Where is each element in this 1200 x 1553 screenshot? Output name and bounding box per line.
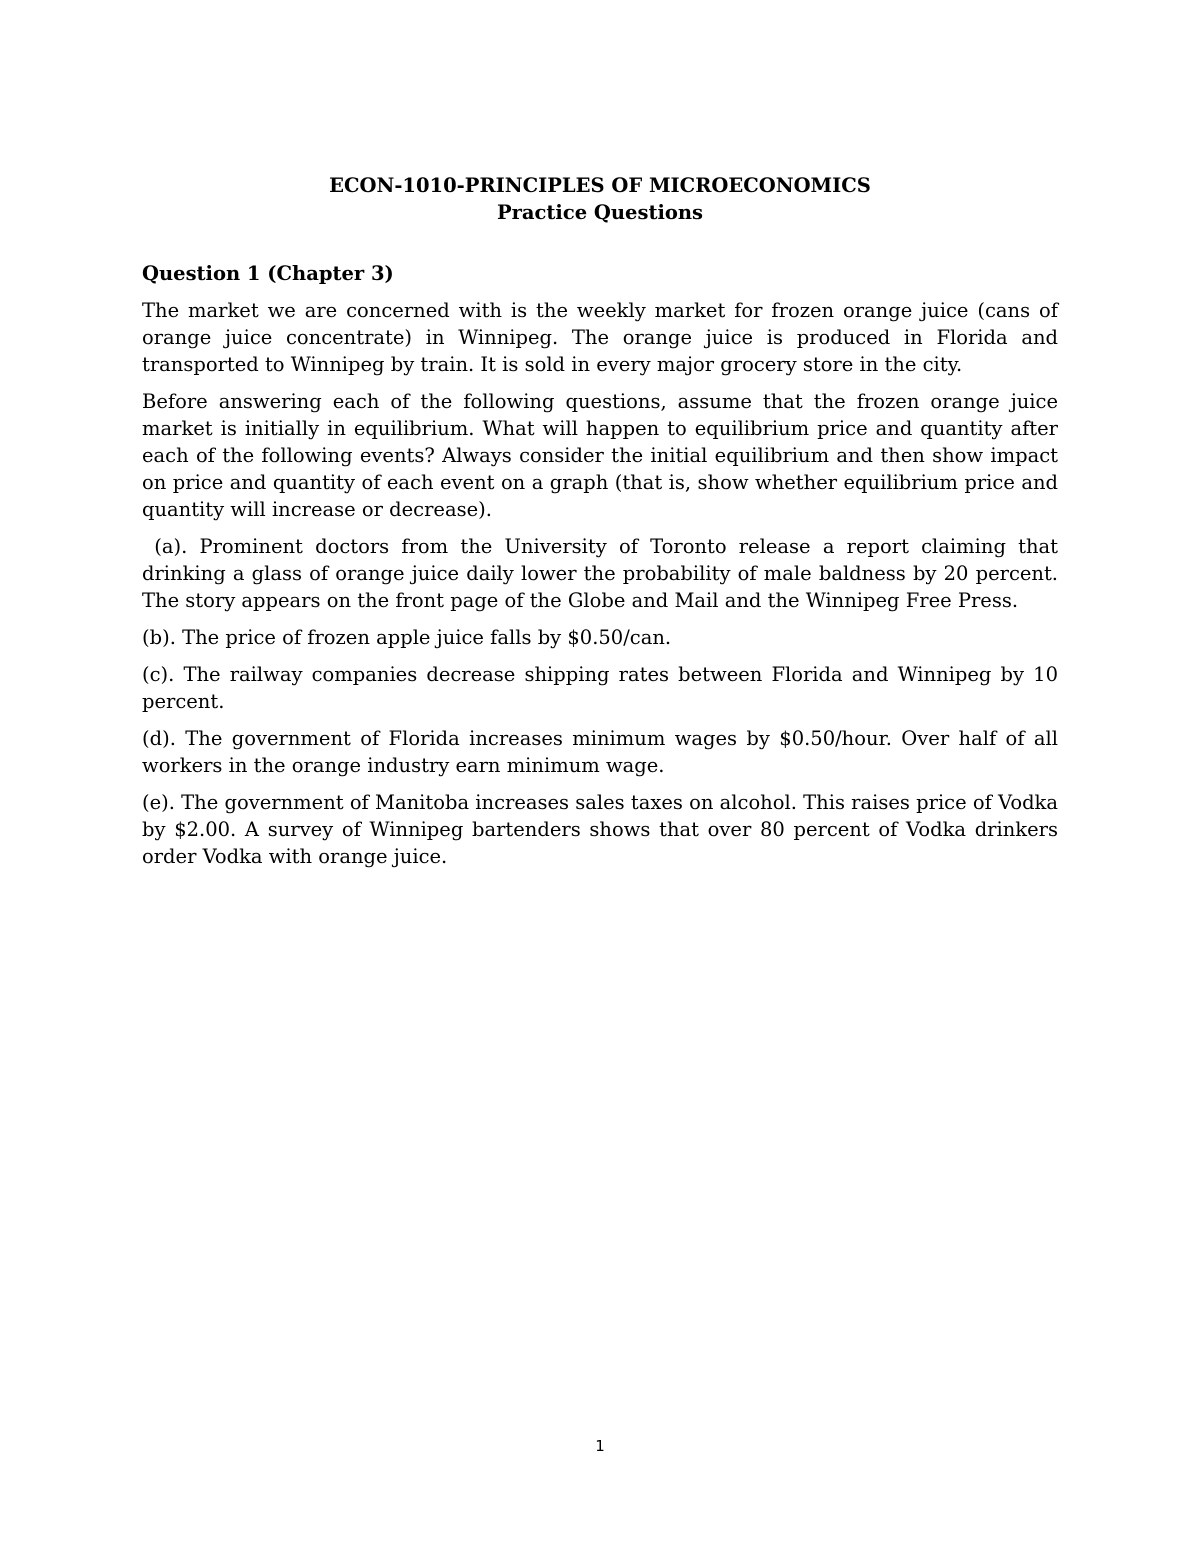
instructions-paragraph: Before answering each of the following questions, assume that the frozen orange juice market is initially in equilibrium. What will happen to equilibrium price and quantity after each of the following events? Always consider the initial equilibrium and then show impact on price and quantity of each event on a graph (that is, show whether equilibrium price and quantity will increase or decrease).: [142, 390, 1058, 521]
question-item-e: (e). The government of Manitoba increases sales taxes on alcohol. This raises price of Vodka by $2.00. A survey of Winnipeg bartenders shows that over 80 percent of Vodka drinkers order Vodka with orange juice.: [142, 791, 1058, 868]
page-number: 1: [595, 1437, 605, 1455]
document-subtitle: Practice Questions: [496, 201, 704, 224]
intro-paragraph: The market we are concerned with is the weekly market for frozen orange juice (cans of orange juice concentrate) in Winnipeg. The orange juice is produced in Florida and transported to Winnipeg by train. It is sold in every major grocery store in the city.: [142, 299, 1058, 376]
question-item-a: (a). Prominent doctors from the University of Toronto release a report claiming that drinking a glass of orange juice daily lower the probability of male baldness by 20 percent. The story appears on the front page of the Globe and Mail and the Winnipeg Free Press.: [142, 535, 1065, 612]
question-item-d: (d). The government of Florida increases minimum wages by $0.50/hour. Over half of all workers in the orange industry earn minimum wage.: [142, 727, 1058, 777]
document-title: ECON-1010-PRINCIPLES OF MICROECONOMICS: [329, 174, 871, 197]
document-body: [142, 172, 1065, 880]
question-heading: Question 1 (Chapter 3): [142, 262, 394, 285]
question-item-c: (c). The railway companies decrease shipping rates between Florida and Winnipeg by 10 percent.: [142, 663, 1058, 713]
question-item-b: (b). The price of frozen apple juice falls by $0.50/can.: [142, 626, 672, 649]
